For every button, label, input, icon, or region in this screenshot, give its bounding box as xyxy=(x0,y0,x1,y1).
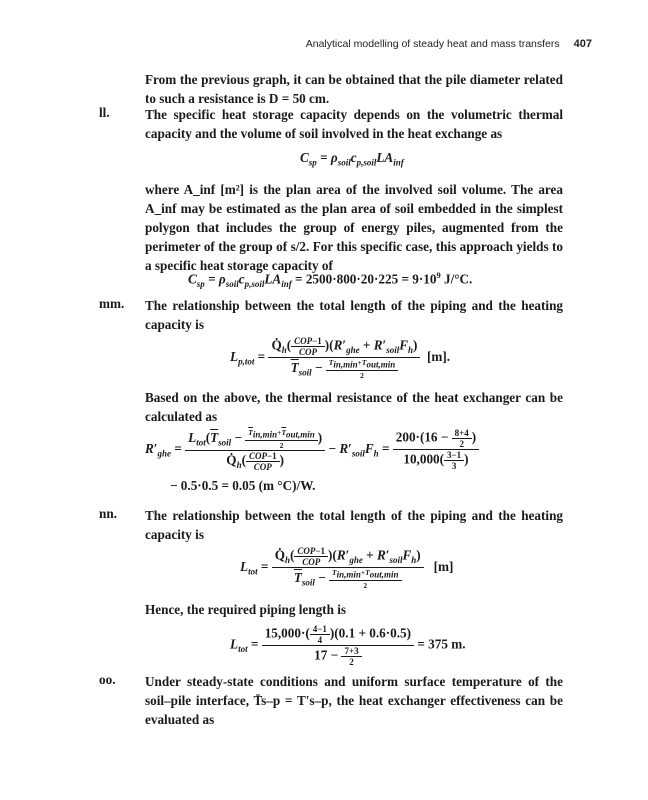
paragraph-hence: Hence, the required piping length is xyxy=(145,602,347,617)
eq3-denominator: $\overline{T}_{soil}$ − $\frac{\overline{T}_{in,min}+\overline{T}_{out,min}}{2}$ xyxy=(268,357,420,380)
item-label-nn: nn. xyxy=(99,506,117,521)
equation-piping-length-p: $L_{p,tot}$ = $Q̇_h$( $\frac{\text{COP−1}}{\text{COP}}$ )$(R'_{ghe} + R'_{soil}F_h)$ $\overline{T}_{soil}$ − $\frac{\overline{T}_{in,min}+\overline{T}_{out,min}}{2}$ [m]. xyxy=(230,336,451,380)
item-label-mm: mm. xyxy=(99,296,125,311)
eq4-fraction-1: $L_{tot}(\overline{T}_{soil}$ − $\frac{\overline{T}_{in,min}+\overline{T}_{out,min}}{2}$ ) $Q̇_h$( $\frac{\text{COP−1}}{\text{COP}}$ ) xyxy=(185,428,325,472)
equation-piping-length-value: $L_{tot}$ = 15,000·( $\frac{4-1}{4}$ )(0.1 + 0.6·0.5) 17 − $\frac{7+3}{2}$ = 375 m. xyxy=(230,624,466,667)
eq6-fraction: 15,000·( $\frac{4-1}{4}$ )(0.1 + 0.6·0.5) 17 − $\frac{7+3}{2}$ xyxy=(262,624,414,667)
eq3-numerator: $Q̇_h$( $\frac{\text{COP−1}}{\text{COP}}$ )$(R'_{ghe} + R'_{soil}F_h)$ xyxy=(271,336,418,357)
item-oo-text: Under steady-state conditions and uniform surface temperature of the soil–pile interface, T̄s–p = T's–p, the heat exchanger effectiveness can be evaluated as xyxy=(145,674,563,727)
eq3-unit: [m]. xyxy=(427,348,451,364)
eq6-result: = 375 m. xyxy=(417,636,466,652)
paragraph-pile-diameter-text: From the previous graph, it can be obtained that the pile diameter related to such a resistance is D = 50 cm. xyxy=(145,72,563,106)
page-number: 407 xyxy=(573,38,592,50)
item-ll-text: The specific heat storage capacity depends on the volumetric thermal capacity and the volume of soil involved in the heat exchange as xyxy=(145,107,563,141)
running-header xyxy=(306,38,592,50)
eq2-unit: J/°C. xyxy=(444,271,473,287)
item-label-ll: ll. xyxy=(99,105,110,120)
eq3-fraction xyxy=(268,336,420,380)
paragraph-pile-diameter xyxy=(145,70,563,108)
equation-thermal-resistance: $R'_{ghe}$ = $L_{tot}(\overline{T}_{soil}$ − $\frac{\overline{T}_{in,min}+\overline{T}_{out,min}}{2}$ ) $Q̇_h$( $\frac{\text{COP−1}}{\text{COP}}$ ) − $R'_{soil}F_h$ = 200·(16 − $\frac{8+4}{2}$ ) 10,000( $\frac{3-1}{3}$ ) xyxy=(145,428,479,472)
running-title: Analytical modelling of steady heat and mass transfers xyxy=(305,38,560,50)
equation-heat-storage: $C_{sp} = \rho_{soil}c_{p,soil}LA_{inf}$ xyxy=(300,150,404,168)
equation-heat-storage-value: $C_{sp} = \rho_{soil}c_{p,soil}LA_{inf} = 2500\cdot 800\cdot 20\cdot 225 = 9\cdot 10^9$ J/°C. xyxy=(188,270,473,290)
item-label-oo: oo. xyxy=(99,672,116,687)
eq5-unit: [m] xyxy=(433,558,454,574)
paragraph-where-area: where A_inf [m²] is the plan area of the involved soil volume. The area A_inf may be estimated as the plan area of soil embedded in the simplest polygon that includes the group of energy piles, augmented from the perimeter of the group of s/2. For this specific case, this approach yields to a specific heat storage capacity of xyxy=(145,182,563,273)
eq2-value: = 2500·800·20·225 = 9·10 xyxy=(295,271,437,287)
eq4-result: − 0.5·0.5 = 0.05 (m °C)/W. xyxy=(170,478,316,493)
eq2-exponent: 9 xyxy=(436,270,441,280)
eq5-fraction: $Q̇_h$( $\frac{\text{COP−1}}{\text{COP}}$ )$(R'_{ghe} + R'_{soil}F_h)$ $\overline{T}_{soil}$ − $\frac{\overline{T}_{in,min}+\overline{T}_{out,min}}{2}$ xyxy=(272,546,424,590)
eq4-fraction-2: 200·(16 − $\frac{8+4}{2}$ ) 10,000( $\frac{3-1}{3}$ ) xyxy=(393,428,479,471)
item-mm-text: The relationship between the total length of the piping and the heating capacity is xyxy=(145,298,563,332)
paragraph-based-on-above: Based on the above, the thermal resistance of the heat exchanger can be calculated as xyxy=(145,390,563,424)
item-nn-text: The relationship between the total length of the piping and the heating capacity is xyxy=(145,508,563,542)
equation-piping-length-tot: $L_{tot}$ = $Q̇_h$( $\frac{\text{COP−1}}{\text{COP}}$ )$(R'_{ghe} + R'_{soil}F_h)$ $\overline{T}_{soil}$ − $\frac{\overline{T}_{in,min}+\overline{T}_{out,min}}{2}$ [m] xyxy=(240,546,454,590)
